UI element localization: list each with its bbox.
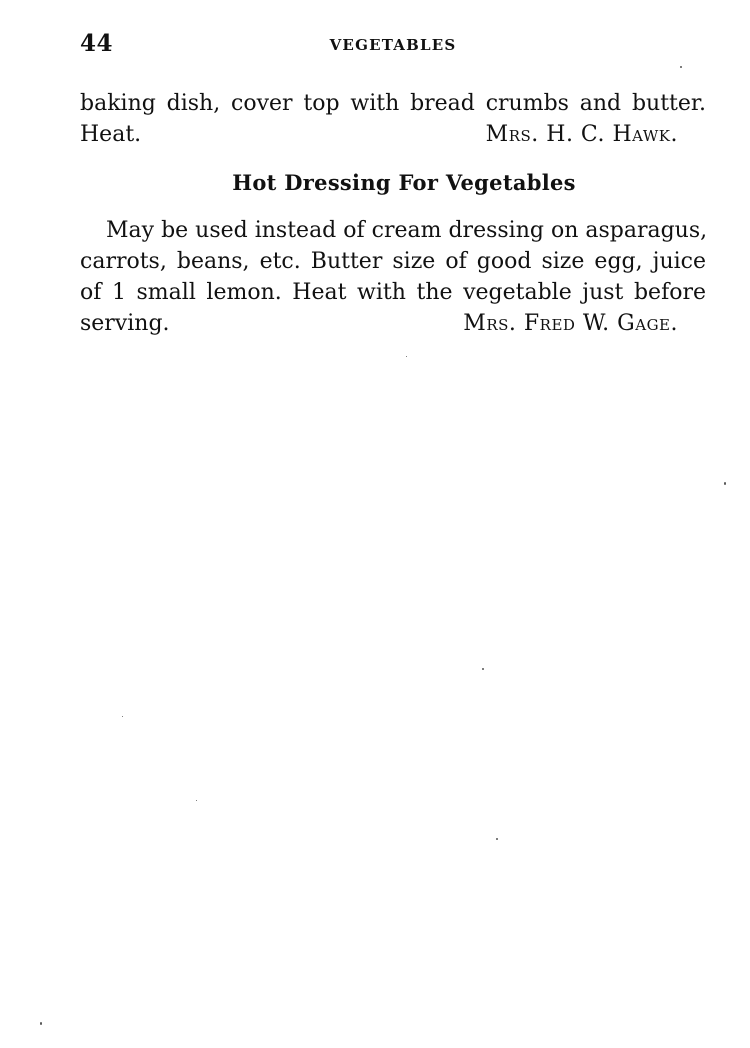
scan-speck xyxy=(40,1022,42,1025)
page-number: 44 xyxy=(80,30,114,57)
recipe-attribution: Mrs. H. C. Hawk. xyxy=(485,122,678,147)
text-line: May be used instead of cream dressing on asparagus, xyxy=(106,218,708,243)
recipe-title: Hot Dressing For Vegetables xyxy=(232,170,576,195)
scan-speck xyxy=(406,356,407,357)
text-line-with-attribution xyxy=(80,119,706,150)
scan-speck xyxy=(724,482,726,485)
scan-speck xyxy=(196,800,197,801)
continued-recipe-text xyxy=(80,88,706,150)
text-fragment: serving. xyxy=(80,311,170,336)
text-fragment: Heat. xyxy=(80,122,142,147)
text-line: carrots, beans, etc. Butter size of good size egg, juice xyxy=(80,249,706,274)
scan-speck xyxy=(482,668,484,670)
text-line-with-attribution xyxy=(80,308,706,339)
scan-speck xyxy=(122,716,123,717)
text-line: of 1 small lemon. Heat with the vegetable just before xyxy=(80,280,706,305)
text-line: baking dish, cover top with bread crumbs and butter. xyxy=(80,91,706,116)
running-head: VEGETABLES xyxy=(329,36,457,54)
recipe-body xyxy=(80,215,706,339)
scan-speck xyxy=(680,66,682,68)
recipe-attribution: Mrs. Fred W. Gage. xyxy=(463,311,678,336)
scan-speck xyxy=(496,838,498,840)
